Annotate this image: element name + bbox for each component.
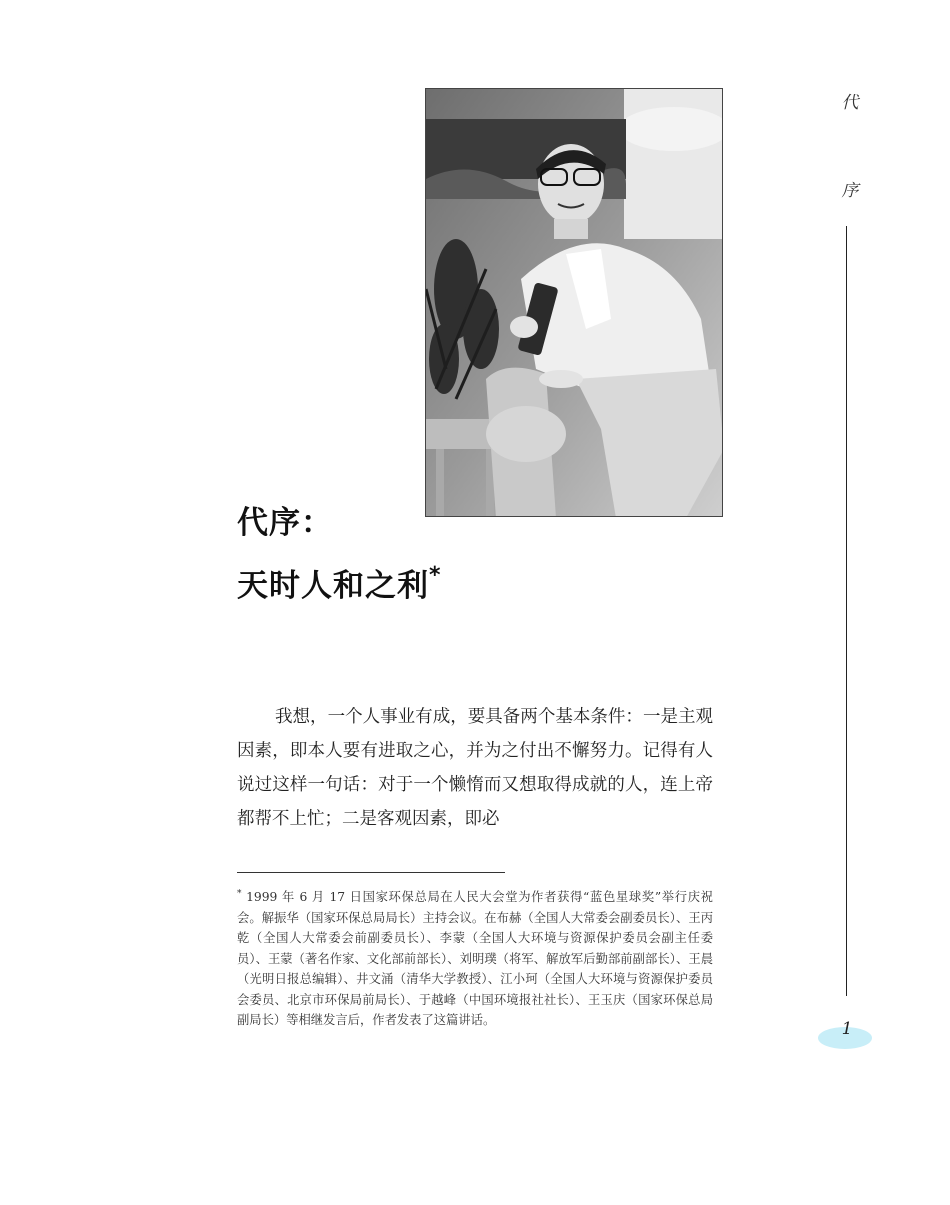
title-footnote-marker: * bbox=[429, 563, 442, 588]
body-paragraph bbox=[237, 700, 713, 836]
margin-rule bbox=[846, 226, 847, 996]
footnote-text: 1999 年 6 月 17 日国家环保总局在人民大会堂为作者获得“蓝色星球奖”举行庆祝会。解振华（国家环保总局局长）主持会议。在布赫（全国人大常委会副委员长）、王丙乾（全国人大常委会前副委员长）、李蒙（全国人大环境与资源保护委员会副主任委员）、王蒙（著名作家、文化部前部长）、刘明璞（将军、解放军后勤部前副部长）、王晨（光明日报总编辑）、井文涌（清华大学教授）、江小珂（全国人大环境与资源保护委员会委员、北京市环保局前局长）、于越峰（中国环境报社社长）、王玉庆（国家环保总局副局长）等相继发言后，作者发表了这篇讲话。 bbox=[237, 890, 713, 1028]
footnote-marker: * bbox=[237, 889, 242, 899]
page-number: 1 bbox=[841, 1019, 853, 1039]
portrait-photo bbox=[425, 88, 723, 517]
running-head-char-1: 代 bbox=[841, 93, 859, 113]
title-line-2 bbox=[237, 560, 442, 605]
running-head-char-2: 序 bbox=[841, 181, 859, 201]
footnote bbox=[237, 884, 713, 1031]
body-text: 我想，一个人事业有成，要具备两个基本条件：一是主观因素，即本人要有进取之心，并为之付出不懈努力。记得有人说过这样一句话：对于一个懒惰而又想取得成就的人，连上帝都帮不上忙；二是客观因素，即必 bbox=[237, 707, 713, 829]
title-line-1: 代序： bbox=[237, 505, 333, 541]
footnote-rule bbox=[237, 872, 505, 873]
portrait-illustration bbox=[426, 89, 723, 517]
title-text: 天时人和之利 bbox=[237, 568, 429, 604]
